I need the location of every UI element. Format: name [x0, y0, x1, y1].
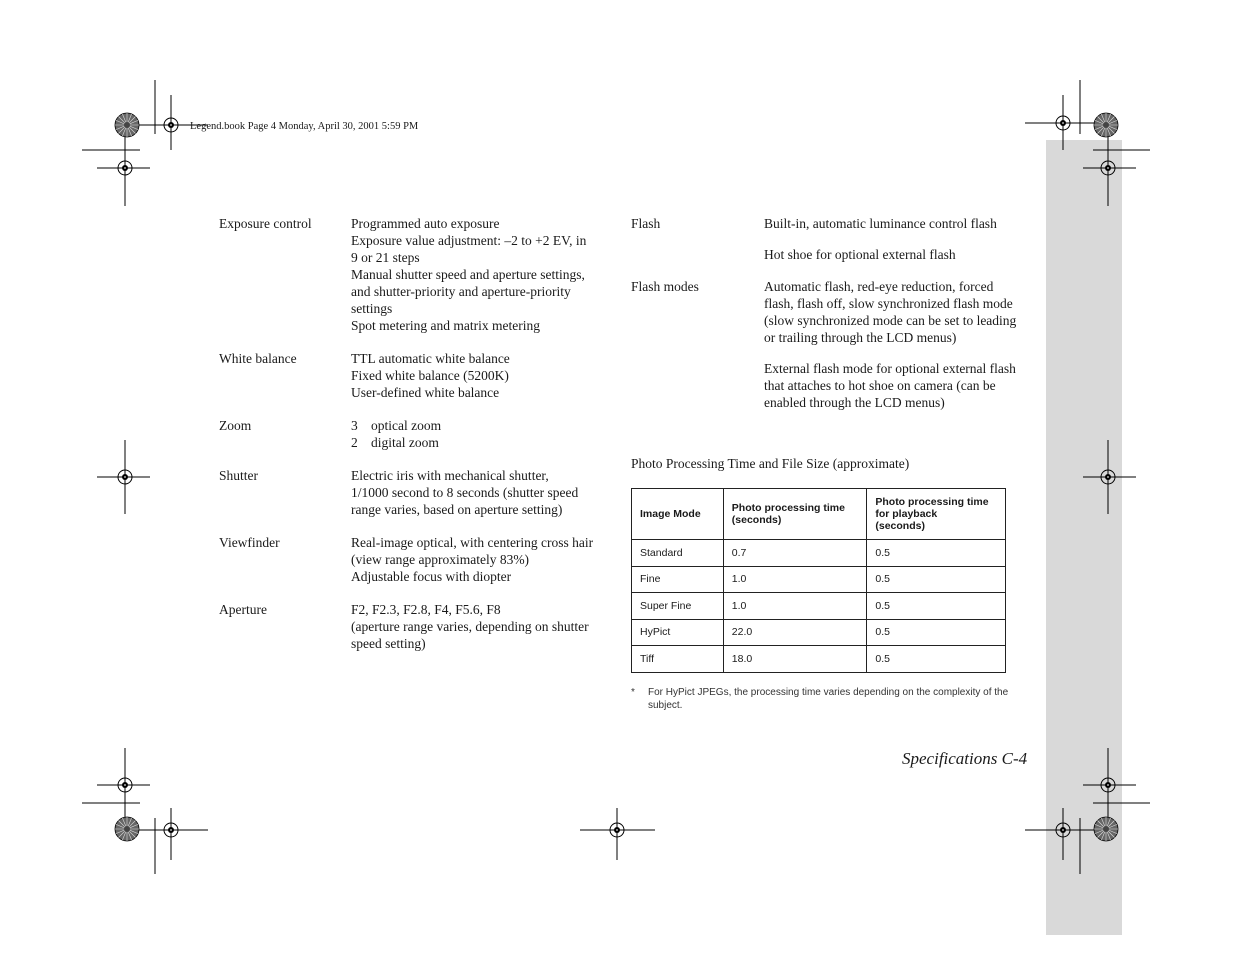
- spec-label: Flash modes: [631, 279, 699, 294]
- table-cell: 1.0: [723, 566, 867, 593]
- table-cell: 22.0: [723, 619, 867, 646]
- spec-line: 1/1000 second to 8 seconds (shutter speed: [351, 485, 579, 500]
- spec-line: F2, F2.3, F2.8, F4, F5.6, F8: [351, 602, 501, 617]
- spec-line: Spot metering and matrix metering: [351, 318, 540, 333]
- footnote-text: For HyPict JPEGs, the processing time varies depending on the complexity of the subject.: [648, 687, 1009, 711]
- table-row: [632, 646, 1006, 673]
- table-cell: 1.0: [723, 593, 867, 620]
- table-cell: 0.7: [723, 540, 867, 567]
- spec-value: [351, 417, 441, 451]
- table-cell: Super Fine: [632, 593, 724, 620]
- spec-value: [764, 278, 1016, 411]
- spec-line: User-defined white balance: [351, 385, 500, 400]
- spec-label: White balance: [219, 351, 297, 366]
- column-header: Photo processing time for playback (seconds): [867, 489, 1006, 540]
- spec-label: Aperture: [219, 602, 267, 617]
- spec-line: Manual shutter speed and aperture settings,: [351, 267, 585, 282]
- table-cell: 0.5: [867, 646, 1006, 673]
- table-row: [632, 566, 1006, 593]
- spec-line: or trailing through the LCD menus): [764, 330, 957, 345]
- spec-line: that attaches to hot shoe on camera (can be: [764, 378, 996, 393]
- table-cell: 0.5: [867, 593, 1006, 620]
- table-row: [632, 593, 1006, 620]
- spec-line: Adjustable focus with diopter: [351, 569, 512, 584]
- spec-line: settings: [351, 301, 393, 316]
- running-head: Legend.book Page 4 Monday, April 30, 2001 5:59 PM: [190, 121, 419, 132]
- spec-line: Automatic flash, red-eye reduction, forced: [764, 279, 994, 294]
- zoom-type: optical zoom: [371, 418, 442, 433]
- table-row: [632, 540, 1006, 567]
- spec-value: [351, 467, 578, 518]
- page-footer: Specifications C-4: [902, 749, 1028, 768]
- spec-line: Real-image optical, with centering cross hair: [351, 535, 594, 550]
- spec-value: [351, 534, 593, 585]
- spec-line: Fixed white balance (5200K): [351, 368, 509, 383]
- zoom-line: [351, 417, 441, 434]
- spec-line: Electric iris with mechanical shutter,: [351, 468, 549, 483]
- spec-line: Built-in, automatic luminance control flash: [764, 216, 997, 231]
- table-cell: Fine: [632, 566, 724, 593]
- column-header: Photo processing time (seconds): [723, 489, 867, 540]
- spec-line: speed setting): [351, 636, 426, 651]
- spec-label: Exposure control: [219, 216, 312, 231]
- column-header: Image Mode: [632, 489, 724, 540]
- spec-line: Exposure value adjustment: –2 to +2 EV, in: [351, 233, 587, 248]
- spec-value: [351, 350, 510, 401]
- zoom-type: digital zoom: [371, 435, 439, 450]
- spec-line: range varies, based on aperture setting): [351, 502, 563, 517]
- spec-line: 9 or 21 steps: [351, 250, 420, 265]
- spec-label: Viewfinder: [219, 535, 280, 550]
- spec-line: (view range approximately 83%): [351, 552, 530, 567]
- table-header-row: [632, 489, 1006, 540]
- processing-time-table: [631, 488, 1006, 673]
- spec-value: [351, 601, 589, 652]
- spec-label: Shutter: [219, 468, 258, 483]
- table-cell: Standard: [632, 540, 724, 567]
- spec-value: [351, 215, 586, 334]
- table-cell: Tiff: [632, 646, 724, 673]
- table-title: Photo Processing Time and File Size (approximate): [631, 456, 910, 471]
- footnote-marker: *: [631, 687, 635, 698]
- spec-line: TTL automatic white balance: [351, 351, 510, 366]
- spec-line: (aperture range varies, depending on shutter: [351, 619, 589, 634]
- spec-value: [764, 215, 997, 263]
- spec-line: External flash mode for optional external flash: [764, 361, 1016, 376]
- side-tab: [1046, 140, 1122, 935]
- spec-line: (slow synchronized mode can be set to leading: [764, 313, 1017, 328]
- table-cell: 0.5: [867, 566, 1006, 593]
- spec-line: Programmed auto exposure: [351, 216, 500, 231]
- spec-label: Flash: [631, 216, 661, 231]
- zoom-factor: 2: [351, 435, 358, 450]
- spec-line: flash, flash off, slow synchronized flash mode: [764, 296, 1013, 311]
- table-cell: 0.5: [867, 540, 1006, 567]
- table-cell: 18.0: [723, 646, 867, 673]
- zoom-factor: 3: [351, 418, 358, 433]
- table-cell: 0.5: [867, 619, 1006, 646]
- table-row: [632, 619, 1006, 646]
- zoom-line: [351, 434, 441, 451]
- table-cell: HyPict: [632, 619, 724, 646]
- spec-line: enabled through the LCD menus): [764, 395, 945, 410]
- spec-line: Hot shoe for optional external flash: [764, 247, 956, 262]
- spec-label: Zoom: [219, 418, 252, 433]
- spec-line: and shutter-priority and aperture-priority: [351, 284, 571, 299]
